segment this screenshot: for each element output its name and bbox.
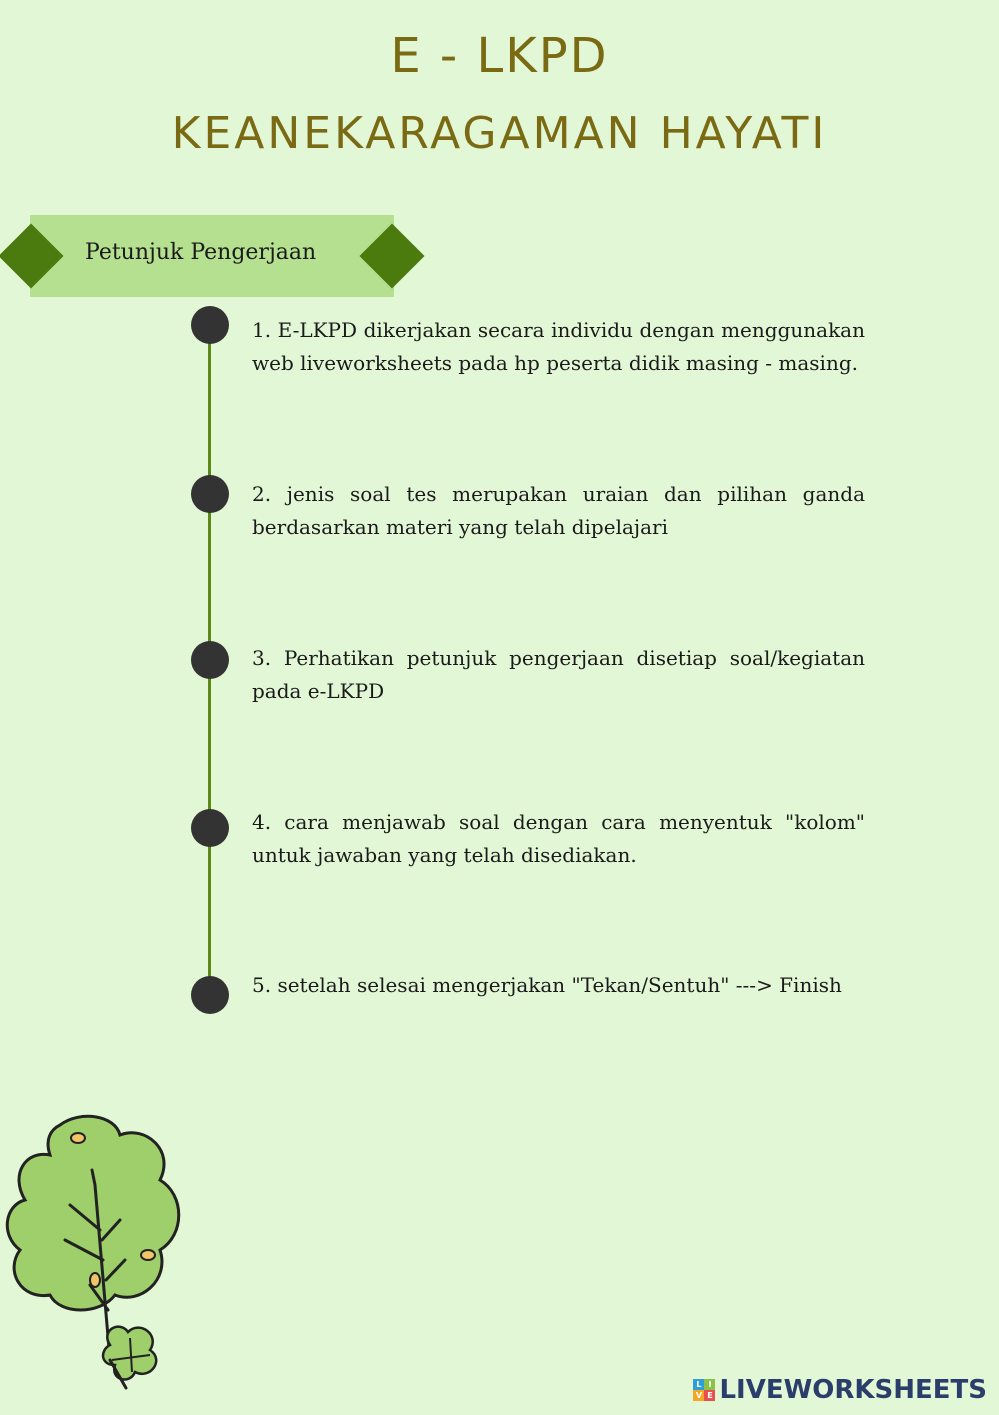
timeline-dot	[191, 641, 229, 679]
timeline-dot	[191, 976, 229, 1014]
timeline-dot	[191, 809, 229, 847]
page-title: E - LKPD	[390, 28, 609, 84]
logo-letter: L	[693, 1379, 704, 1390]
liveworksheets-logo-icon	[693, 1379, 715, 1401]
timeline-dot	[191, 306, 229, 344]
liveworksheets-brand	[693, 1372, 987, 1408]
tree-illustration	[0, 1110, 200, 1400]
logo-letter: E	[704, 1390, 715, 1401]
instruction-step-4: 4. cara menjawab soal dengan cara menyentuk "kolom" untuk jawaban yang telah disediakan.	[252, 810, 865, 867]
logo-letter: V	[693, 1390, 704, 1401]
brand-name: LIVEWORKSHEETS	[719, 1375, 987, 1405]
instruction-step-2: 2. jenis soal tes merupakan uraian dan pilihan ganda berdasarkan materi yang telah dipelajari	[252, 482, 865, 539]
logo-letter: I	[704, 1379, 715, 1390]
instruction-step-3: 3. Perhatikan petunjuk pengerjaan disetiap soal/kegiatan pada e-LKPD	[252, 646, 865, 703]
timeline-dot	[191, 475, 229, 513]
instruction-step-5: 5. setelah selesai mengerjakan "Tekan/Sentuh" ---> Finish	[252, 973, 842, 997]
instructions-heading: Petunjuk Pengerjaan	[85, 240, 317, 265]
page-subtitle: KEANEKARAGAMAN HAYATI	[171, 108, 828, 159]
instruction-step-1: 1. E-LKPD dikerjakan secara individu dengan menggunakan web liveworksheets pada hp peserta didik masing - masing.	[252, 318, 865, 375]
